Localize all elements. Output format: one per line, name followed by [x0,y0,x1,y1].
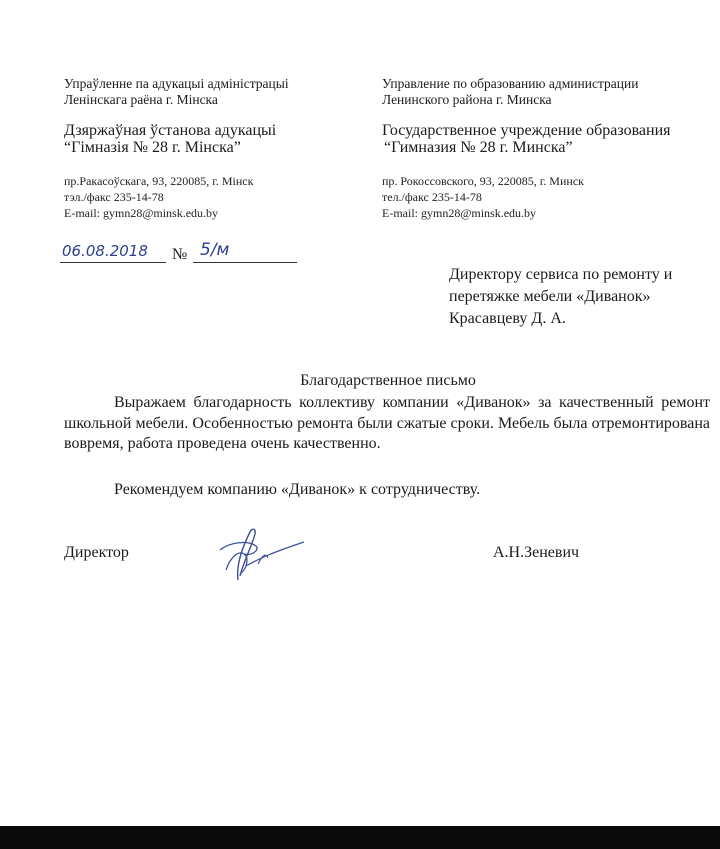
scan-bottom-edge [0,826,720,849]
handwritten-signature [200,520,320,586]
right-address: пр. Рокоссовского, 93, 220085, г. Минск [382,174,584,188]
signatory-name: А.Н.Зеневич [493,544,580,561]
addressee-line2: перетяжке мебели «Диванок» [449,288,651,305]
letter-paragraph-2: Рекомендуем компанию «Диванок» к сотрудничеству. [114,481,481,498]
letter-paragraph-1: Выражаем благодарность коллективу компании «Диванок» за качественный ремонт школьной мебели. Особенностью ремонта были сжатые сроки. Мебель была отремонтирована вовремя, работа проведена очень качественно. [64,394,710,452]
right-department-line1: Управление по образованию администрации [382,76,639,91]
left-department-line2: Ленінскага раёна г. Мінска [64,92,218,107]
left-address: пр.Ракасоўскага, 93, 220085, г. Мінск [64,174,254,188]
left-department-line1: Упраўленне па адукацыі адміністрацыі [64,76,289,91]
right-institution-line2: “Гимназия № 28 г. Минска” [384,139,573,156]
left-email: E-mail: gymn28@minsk.edu.by [64,206,219,220]
left-institution-line2: “Гімназія № 28 г. Мінска” [64,139,241,156]
signatory-position: Директор [64,544,129,561]
date-underline [60,262,166,263]
right-email: E-mail: gymn28@minsk.edu.by [382,206,537,220]
number-underline [193,262,297,263]
right-institution-line1: Государственное учреждение образования [382,122,671,139]
addressee-line1: Директору сервиса по ремонту и [449,266,673,283]
right-department-line2: Ленинского района г. Минска [382,92,552,107]
left-phone: тэл./факс 235-14-78 [64,190,164,204]
addressee-line3: Красавцеву Д. А. [449,310,566,327]
right-phone: тел./факс 235-14-78 [382,190,482,204]
registration-date: 06.08.2018 [62,242,148,260]
letter-title: Благодарственное письмо [300,372,476,389]
left-institution-line1: Дзяржаўная ўстанова адукацыі [64,122,277,139]
number-sign: № [172,246,188,263]
registration-number: 5/м [200,240,230,260]
